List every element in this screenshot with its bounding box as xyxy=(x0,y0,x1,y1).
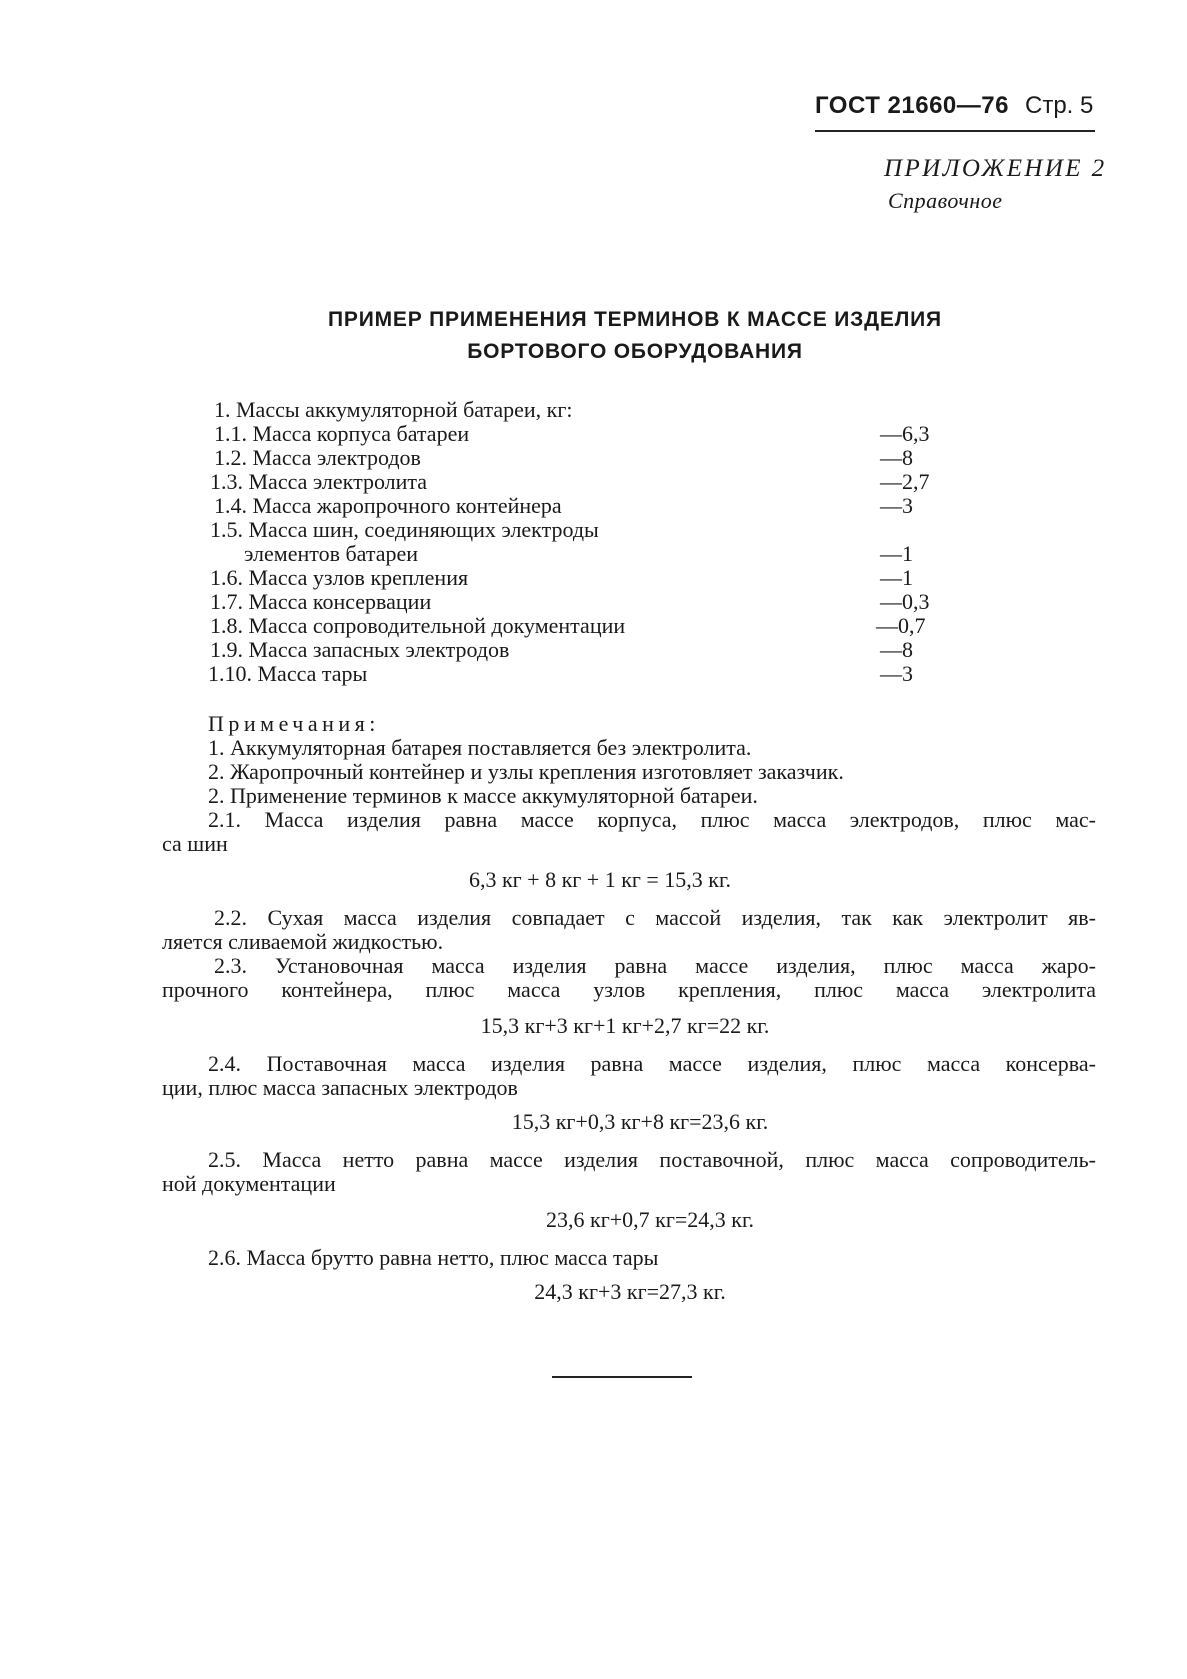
note-3: 2. Применение терминов к массе аккумуляторной батареи. xyxy=(208,783,758,808)
notes-heading: Примечания: xyxy=(208,711,380,736)
list-item-label: 1.6. Масса узлов крепления xyxy=(210,565,469,590)
list-item-label: 1.10. Масса тары xyxy=(208,661,368,686)
list-item-label: 1.5. Масса шин, соединяющих электроды xyxy=(210,517,599,542)
paragraph-2-4-line-1: 2.4. Поставочная масса изделия равна массе изделия, плюс масса консерва- xyxy=(208,1051,1096,1076)
formula-2-5: 23,6 кг+0,7 кг=24,3 кг. xyxy=(546,1207,754,1232)
paragraph-2-6-line-1: 2.6. Масса брутто равна нетто, плюс масса тары xyxy=(208,1245,659,1270)
running-header xyxy=(815,92,1100,120)
list-item-label: 1.7. Масса консервации xyxy=(210,589,432,614)
paragraph-2-2-line-1: 2.2. Сухая масса изделия совпадает с массой изделия, так как электролит яв- xyxy=(214,905,1096,930)
paragraph-2-4-line-2: ции, плюс масса запасных электродов xyxy=(162,1075,518,1100)
end-rule xyxy=(552,1376,692,1378)
list-item-value: —8 xyxy=(880,445,913,470)
paragraph-2-3-line-2: прочного контейнера, плюс масса узлов крепления, плюс масса электролита xyxy=(162,977,1096,1002)
list-item-value: —8 xyxy=(880,637,913,662)
list-item-value: —1 xyxy=(880,565,913,590)
paragraph-2-2-line-2: ляется сливаемой жидкостью. xyxy=(162,929,444,954)
formula-2-6: 24,3 кг+3 кг=27,3 кг. xyxy=(534,1279,726,1304)
list-item-label: 1.1. Масса корпуса батареи xyxy=(214,421,470,446)
list-item-label-continuation: элементов батареи xyxy=(244,541,419,566)
list-item-value: —3 xyxy=(880,493,913,518)
formula-2-4: 15,3 кг+0,3 кг+8 кг=23,6 кг. xyxy=(511,1109,769,1134)
list-item-value: —3 xyxy=(880,661,913,686)
appendix-note: Справочное xyxy=(888,188,1003,213)
standard-number: ГОСТ 21660—76 xyxy=(815,92,1009,119)
list-item-value: —1 xyxy=(880,541,913,566)
list-item-value: —2,7 xyxy=(880,469,930,494)
appendix-label: ПРИЛОЖЕНИЕ 2 xyxy=(884,155,1107,182)
paragraph-2-5-line-1: 2.5. Масса нетто равна массе изделия поставочной, плюс масса сопроводитель- xyxy=(208,1147,1096,1172)
masses-heading: 1. Массы аккумуляторной батареи, кг: xyxy=(214,397,573,422)
paragraph-2-3-line-1: 2.3. Установочная масса изделия равна массе изделия, плюс масса жаро- xyxy=(214,953,1096,978)
note-1: 1. Аккумуляторная батарея поставляется без электролита. xyxy=(208,735,752,760)
list-item-value: —0,7 xyxy=(876,613,926,638)
note-2: 2. Жаропрочный контейнер и узлы крепления изготовляет заказчик. xyxy=(208,759,844,784)
formula-2-1: 6,3 кг + 8 кг + 1 кг = 15,3 кг. xyxy=(468,867,732,892)
formula-2-3: 15,3 кг+3 кг+1 кг+2,7 кг=22 кг. xyxy=(480,1013,770,1038)
paragraph-2-1-line-2: са шин xyxy=(162,831,228,856)
page-number: Стр. 5 xyxy=(1025,92,1094,119)
paragraph-2-1-line-1: 2.1. Масса изделия равна массе корпуса, плюс масса электродов, плюс мас- xyxy=(208,807,1096,832)
document-title-line-2: БОРТОВОГО ОБОРУДОВАНИЯ xyxy=(467,340,803,363)
list-item-label: 1.2. Масса электродов xyxy=(214,445,421,470)
list-item-value: —0,3 xyxy=(880,589,930,614)
document-title-line-1: ПРИМЕР ПРИМЕНЕНИЯ ТЕРМИНОВ К МАССЕ ИЗДЕЛИЯ xyxy=(328,308,942,331)
list-item-label: 1.3. Масса электролита xyxy=(210,469,428,494)
list-item-value: —6,3 xyxy=(880,421,930,446)
header-rule xyxy=(815,130,1095,132)
paragraph-2-5-line-2: ной документации xyxy=(162,1171,336,1196)
list-item-label: 1.8. Масса сопроводительной документации xyxy=(210,613,626,638)
list-item-label: 1.9. Масса запасных электродов xyxy=(210,637,510,662)
list-item-label: 1.4. Масса жаропрочного контейнера xyxy=(214,493,562,518)
